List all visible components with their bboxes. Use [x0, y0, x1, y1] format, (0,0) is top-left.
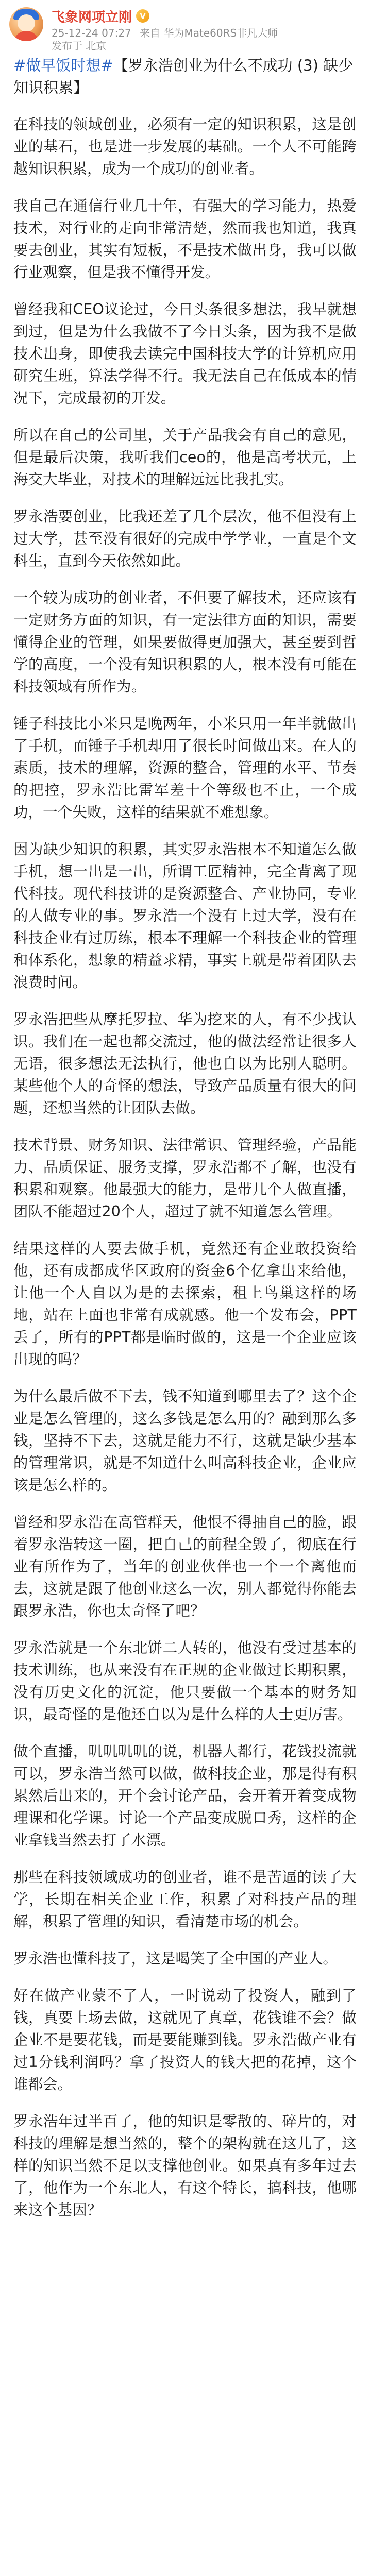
post-meta — [52, 27, 361, 53]
avatar-body-shape — [13, 31, 39, 41]
post-paragraph: 罗永浩也懂科技了，这是喝笑了全中国的产业人。 — [13, 1950, 338, 1967]
post-paragraph: 好在做产业蒙不了人，一时说动了投资人，融到了钱，真要上场去做，这就见了真章，花钱谁不会？做企业不是要花钱，而是要能赚到钱。罗永浩做产业有过1分钱利润吗？拿了投资人的钱大把的花掉，这个谁都会。 — [13, 1987, 357, 2093]
post-date: 25-12-24 07:27 — [52, 27, 131, 39]
post-paragraph: 曾经和罗永浩在高管群天，他恨不得抽自己的脸，跟着罗永浩转这一圈，把自己的前程全毁了，彻底在行业有所作为了，当年的创业伙伴也一个一个离他而去，这就是跟了他创业这么一次，别人都觉得你能去跟罗永浩，你也太奇怪了吧？ — [13, 1514, 357, 1619]
post-paragraph: 锤子科技比小米只是晚两年，小米只用一年半就做出了手机，而锤子手机却用了很长时间做出来。在人的素质，技术的理解，资源的整合，管理的水平、节奏的把控，罗永浩比雷军差十个等级也不止，一个成功，一个失败，这样的结果就不难想象。 — [13, 715, 357, 821]
post-source: 来自 华为Mate60RS非凡大师 — [140, 27, 278, 39]
post-paragraph: 所以在自己的公司里，关于产品我会有自己的意见，但是最后决策，我听我们ceo的，他是高考状元，上海交大毕业，对技术的理解远远比我扎实。 — [13, 427, 357, 488]
post-paragraph: 一个较为成功的创业者，不但要了解技术，还应该有一定财务方面的知识，有一定法律方面的知识，需要懂得企业的管理，如果要做得更加强大，甚至要到哲学的高度，一个没有知识积累的人，根本没有可能在科技领域有所作为。 — [13, 589, 357, 695]
post-paragraph: 罗永浩把些从摩托罗拉、华为挖来的人，有不少找认识。我们在一起也都交流过，他的做法经常让很多人无语，很多想法无法执行，他也自以为比别人聪明。某些他个人的奇怪的想法，导致产品质量有很大的问题，还想当然的让团队去做。 — [13, 1011, 357, 1116]
post-content — [13, 55, 357, 2236]
post-hashtag[interactable]: #做早饭时想# — [13, 57, 113, 74]
post-paragraph: 做个直播，叽叽叽叽的说，机器人都行，花钱投流就可以，罗永浩当然可以做，做科技企业，那是得有积累然后出来的，开个会讨论产品，会开着开着变成物理课和化学课。讨论一个产品变成脱口秀，这样的企业拿钱当然去打了水漂。 — [13, 1743, 357, 1849]
post-paragraph: 在科技的领域创业，必须有一定的知识积累，这是创业的基石，也是进一步发展的基础。一个人不可能跨越知识积累，成为一个成功的创业者。 — [13, 116, 357, 177]
post-paragraph: 技术背景、财务知识、法律常识、管理经验，产品能力、品质保证、服务支撑，罗永浩都不了解，也没有积累和观察。他最强大的能力，是带几个人做直播，团队不能超过20个人，超过了就不知道怎么管理。 — [13, 1137, 357, 1220]
post-paragraph: 为什么最后做不下去，钱不知道到哪里去了？这个企业是怎么管理的，这么多钱是怎么用的？融到那么多钱，坚持不下去，这就是能力不行，这就是缺少基本的管理常识，就是不知道什么叫高科技企业，企业应该是怎么样的。 — [13, 1388, 357, 1494]
avatar-face-shape — [18, 14, 35, 32]
post-paragraph: 我自己在通信行业几十年，有强大的学习能力，热爱技术，对行业的走向非常清楚，然而我也知道，我真要去创业，其实有短板，不是技术做出身，我可以做行业观察，但是我不懂得开发。 — [13, 197, 357, 281]
post-paragraph: 罗永浩要创业，比我还差了几个层次，他不但没有上过大学，甚至没有很好的完成中学学业，一直是个文科生，直到今天依然如此。 — [13, 508, 357, 569]
post-body — [13, 113, 357, 2221]
post-location: 发布于 北京 — [52, 40, 107, 52]
post-header — [0, 0, 370, 52]
verified-badge-icon: V — [136, 9, 149, 23]
post-paragraph: 罗永浩年过半百了，他的知识是零散的、碎片的，对科技的理解是想当然的，整个的架构就在这儿了，这样的知识当然不足以支撑他创业。如果真有多年过去了，他作为一个东北人，有这个特长，搞科技，他哪来这个基因？ — [13, 2113, 357, 2218]
author-avatar[interactable] — [9, 7, 43, 41]
post-paragraph: 曾经我和CEO议论过，今日头条很多想法，我早就想到过，但是为什么我做不了今日头条，因为我不是做技术出身，即使我去读完中国科技大学的计算机应用研究生班，算法学得不行。我无法自己在低成本的情况下，完成最初的开发。 — [13, 301, 357, 406]
post-title-text: 【罗永浩创业为什么不成功 (3) 缺少知识积累】 — [13, 57, 354, 96]
post-paragraph: 那些在科技领域成功的创业者，谁不是苦逼的读了大学，长期在相关企业工作，积累了对科技产品的理解，积累了管理的知识，看清楚市场的机会。 — [13, 1869, 357, 1930]
post-paragraph: 结果这样的人要去做手机，竟然还有企业敢投资给他，还有成都成华区政府的资金6个亿拿出来给他，让他一个人自以为是的去探索，租上鸟巢这样的场地，站在上面也非常有成就感。他一个发布会，PPT丢了，所有的PPT都是临时做的，这是一个企业应该出现的吗？ — [13, 1240, 357, 1368]
post-title — [13, 55, 357, 99]
post-paragraph: 因为缺少知识的积累，其实罗永浩根本不知道怎么做手机，想一出是一出，所谓工匠精神，完全背离了现代科技。现代科技讲的是资源整合、产业协同，专业的人做专业的事。罗永浩一个没有上过大学，没有在科技企业有过历练，根本不理解一个科技企业的管理和体系化，想象的精益求精，事实上就是带着团队去浪费时间。 — [13, 841, 357, 991]
author-name[interactable]: 飞象网项立刚 — [52, 9, 132, 25]
post-paragraph: 罗永浩就是一个东北饼二人转的，他没有受过基本的技术训练，也从来没有在正规的企业做过长期积累，没有历史文化的沉淀，他只要做一个基本的财务知识，最奇怪的是他还自以为是什么样的人士更厉害。 — [13, 1639, 357, 1723]
author-row — [52, 7, 149, 25]
